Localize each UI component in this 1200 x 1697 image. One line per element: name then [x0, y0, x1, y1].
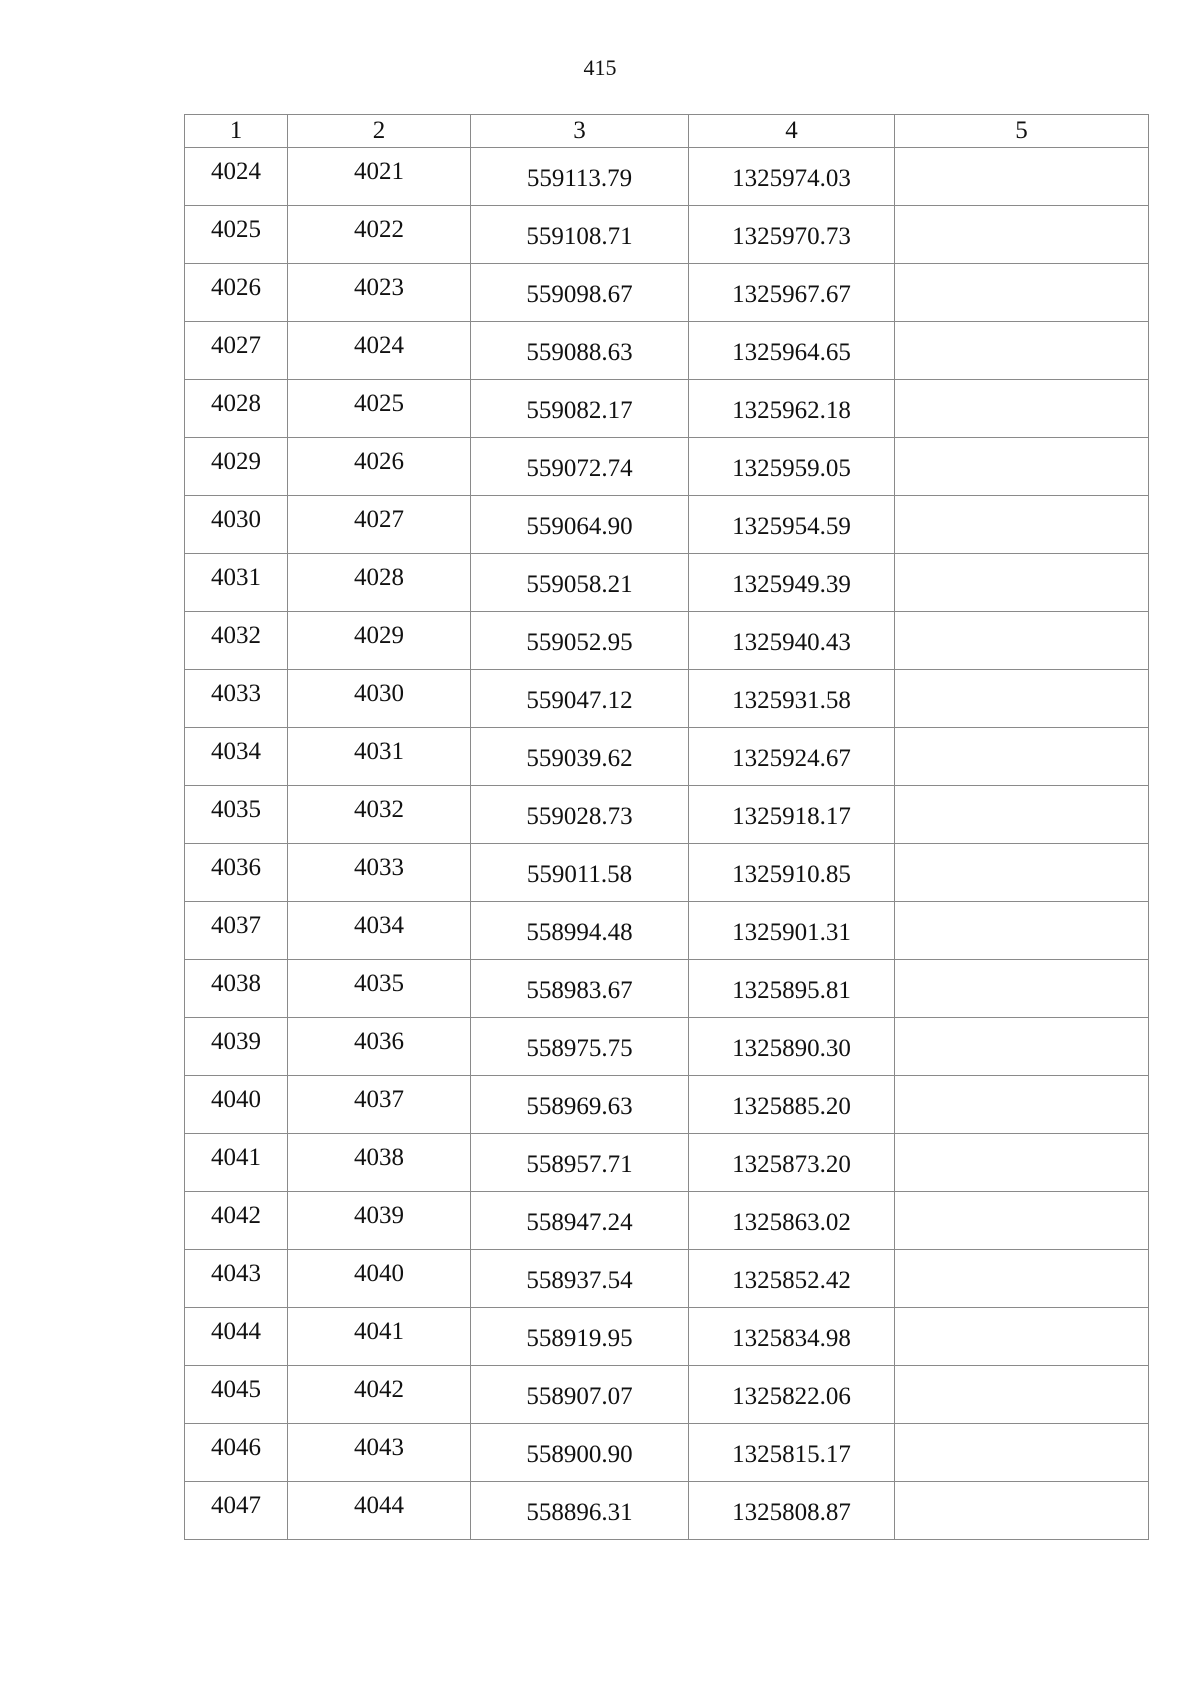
- x-coordinate-cell: 558937.54: [471, 1250, 689, 1308]
- reference-number-cell: 4031: [288, 728, 471, 786]
- note-cell: [895, 612, 1149, 670]
- point-number-cell: 4046: [185, 1424, 288, 1482]
- x-coordinate-cell: 559064.90: [471, 496, 689, 554]
- point-number-cell: 4042: [185, 1192, 288, 1250]
- note-cell: [895, 902, 1149, 960]
- y-coordinate-cell: 1325974.03: [689, 148, 895, 206]
- y-coordinate-cell: 1325863.02: [689, 1192, 895, 1250]
- y-coordinate-cell: 1325918.17: [689, 786, 895, 844]
- table-row: [185, 844, 1149, 902]
- column-header: 1: [185, 115, 288, 148]
- x-coordinate-cell: 559082.17: [471, 380, 689, 438]
- page-number: 415: [583, 55, 617, 80]
- note-cell: [895, 1482, 1149, 1540]
- note-cell: [895, 1134, 1149, 1192]
- note-cell: [895, 1250, 1149, 1308]
- x-coordinate-cell: 558919.95: [471, 1308, 689, 1366]
- x-coordinate-cell: 559108.71: [471, 206, 689, 264]
- table-row: [185, 1366, 1149, 1424]
- x-coordinate-cell: 558900.90: [471, 1424, 689, 1482]
- reference-number-cell: 4042: [288, 1366, 471, 1424]
- note-cell: [895, 844, 1149, 902]
- reference-number-cell: 4044: [288, 1482, 471, 1540]
- table-row: [185, 1192, 1149, 1250]
- y-coordinate-cell: 1325873.20: [689, 1134, 895, 1192]
- x-coordinate-cell: 559047.12: [471, 670, 689, 728]
- table-header-row: [185, 115, 1149, 148]
- table-row: [185, 612, 1149, 670]
- table-row: [185, 380, 1149, 438]
- y-coordinate-cell: 1325949.39: [689, 554, 895, 612]
- reference-number-cell: 4037: [288, 1076, 471, 1134]
- table-row: [185, 902, 1149, 960]
- point-number-cell: 4041: [185, 1134, 288, 1192]
- note-cell: [895, 1076, 1149, 1134]
- note-cell: [895, 496, 1149, 554]
- note-cell: [895, 380, 1149, 438]
- note-cell: [895, 786, 1149, 844]
- y-coordinate-cell: 1325940.43: [689, 612, 895, 670]
- y-coordinate-cell: 1325885.20: [689, 1076, 895, 1134]
- reference-number-cell: 4034: [288, 902, 471, 960]
- x-coordinate-cell: 559052.95: [471, 612, 689, 670]
- table-row: [185, 1308, 1149, 1366]
- table-row: [185, 264, 1149, 322]
- point-number-cell: 4031: [185, 554, 288, 612]
- reference-number-cell: 4027: [288, 496, 471, 554]
- table-row: [185, 670, 1149, 728]
- reference-number-cell: 4030: [288, 670, 471, 728]
- note-cell: [895, 1192, 1149, 1250]
- table-row: [185, 728, 1149, 786]
- reference-number-cell: 4026: [288, 438, 471, 496]
- y-coordinate-cell: 1325852.42: [689, 1250, 895, 1308]
- x-coordinate-cell: 558994.48: [471, 902, 689, 960]
- note-cell: [895, 1424, 1149, 1482]
- note-cell: [895, 670, 1149, 728]
- point-number-cell: 4040: [185, 1076, 288, 1134]
- reference-number-cell: 4028: [288, 554, 471, 612]
- reference-number-cell: 4023: [288, 264, 471, 322]
- column-header: 2: [288, 115, 471, 148]
- reference-number-cell: 4024: [288, 322, 471, 380]
- table-body: [185, 148, 1149, 1540]
- table-row: [185, 438, 1149, 496]
- reference-number-cell: 4022: [288, 206, 471, 264]
- table-row: [185, 148, 1149, 206]
- y-coordinate-cell: 1325895.81: [689, 960, 895, 1018]
- point-number-cell: 4037: [185, 902, 288, 960]
- point-number-cell: 4047: [185, 1482, 288, 1540]
- reference-number-cell: 4041: [288, 1308, 471, 1366]
- column-header: 3: [471, 115, 689, 148]
- x-coordinate-cell: 558896.31: [471, 1482, 689, 1540]
- column-header: 5: [895, 115, 1149, 148]
- reference-number-cell: 4039: [288, 1192, 471, 1250]
- note-cell: [895, 148, 1149, 206]
- y-coordinate-cell: 1325815.17: [689, 1424, 895, 1482]
- point-number-cell: 4024: [185, 148, 288, 206]
- y-coordinate-cell: 1325924.67: [689, 728, 895, 786]
- point-number-cell: 4038: [185, 960, 288, 1018]
- reference-number-cell: 4038: [288, 1134, 471, 1192]
- reference-number-cell: 4043: [288, 1424, 471, 1482]
- y-coordinate-cell: 1325970.73: [689, 206, 895, 264]
- table-row: [185, 1482, 1149, 1540]
- point-number-cell: 4034: [185, 728, 288, 786]
- y-coordinate-cell: 1325910.85: [689, 844, 895, 902]
- reference-number-cell: 4036: [288, 1018, 471, 1076]
- table-row: [185, 1424, 1149, 1482]
- note-cell: [895, 322, 1149, 380]
- y-coordinate-cell: 1325890.30: [689, 1018, 895, 1076]
- point-number-cell: 4025: [185, 206, 288, 264]
- reference-number-cell: 4035: [288, 960, 471, 1018]
- table-row: [185, 206, 1149, 264]
- note-cell: [895, 728, 1149, 786]
- y-coordinate-cell: 1325931.58: [689, 670, 895, 728]
- table-row: [185, 1134, 1149, 1192]
- y-coordinate-cell: 1325959.05: [689, 438, 895, 496]
- y-coordinate-cell: 1325967.67: [689, 264, 895, 322]
- x-coordinate-cell: 559039.62: [471, 728, 689, 786]
- point-number-cell: 4045: [185, 1366, 288, 1424]
- x-coordinate-cell: 559058.21: [471, 554, 689, 612]
- reference-number-cell: 4040: [288, 1250, 471, 1308]
- x-coordinate-cell: 558975.75: [471, 1018, 689, 1076]
- reference-number-cell: 4021: [288, 148, 471, 206]
- note-cell: [895, 960, 1149, 1018]
- table-row: [185, 554, 1149, 612]
- x-coordinate-cell: 559028.73: [471, 786, 689, 844]
- x-coordinate-cell: 558983.67: [471, 960, 689, 1018]
- note-cell: [895, 264, 1149, 322]
- table-row: [185, 1250, 1149, 1308]
- note-cell: [895, 1018, 1149, 1076]
- x-coordinate-cell: 558969.63: [471, 1076, 689, 1134]
- x-coordinate-cell: 559113.79: [471, 148, 689, 206]
- x-coordinate-cell: 558907.07: [471, 1366, 689, 1424]
- x-coordinate-cell: 559072.74: [471, 438, 689, 496]
- x-coordinate-cell: 559098.67: [471, 264, 689, 322]
- y-coordinate-cell: 1325808.87: [689, 1482, 895, 1540]
- x-coordinate-cell: 558957.71: [471, 1134, 689, 1192]
- table-row: [185, 960, 1149, 1018]
- table-row: [185, 1018, 1149, 1076]
- reference-number-cell: 4033: [288, 844, 471, 902]
- point-number-cell: 4036: [185, 844, 288, 902]
- point-number-cell: 4044: [185, 1308, 288, 1366]
- point-number-cell: 4027: [185, 322, 288, 380]
- y-coordinate-cell: 1325964.65: [689, 322, 895, 380]
- point-number-cell: 4028: [185, 380, 288, 438]
- point-number-cell: 4030: [185, 496, 288, 554]
- point-number-cell: 4043: [185, 1250, 288, 1308]
- note-cell: [895, 206, 1149, 264]
- y-coordinate-cell: 1325962.18: [689, 380, 895, 438]
- point-number-cell: 4033: [185, 670, 288, 728]
- note-cell: [895, 1366, 1149, 1424]
- note-cell: [895, 554, 1149, 612]
- point-number-cell: 4035: [185, 786, 288, 844]
- y-coordinate-cell: 1325822.06: [689, 1366, 895, 1424]
- reference-number-cell: 4032: [288, 786, 471, 844]
- point-number-cell: 4032: [185, 612, 288, 670]
- x-coordinate-cell: 558947.24: [471, 1192, 689, 1250]
- table-row: [185, 496, 1149, 554]
- x-coordinate-cell: 559011.58: [471, 844, 689, 902]
- reference-number-cell: 4025: [288, 380, 471, 438]
- point-number-cell: 4039: [185, 1018, 288, 1076]
- reference-number-cell: 4029: [288, 612, 471, 670]
- y-coordinate-cell: 1325901.31: [689, 902, 895, 960]
- point-number-cell: 4026: [185, 264, 288, 322]
- table-row: [185, 322, 1149, 380]
- note-cell: [895, 1308, 1149, 1366]
- x-coordinate-cell: 559088.63: [471, 322, 689, 380]
- y-coordinate-cell: 1325954.59: [689, 496, 895, 554]
- y-coordinate-cell: 1325834.98: [689, 1308, 895, 1366]
- note-cell: [895, 438, 1149, 496]
- coordinates-table: [184, 114, 1149, 1540]
- table-row: [185, 1076, 1149, 1134]
- column-header: 4: [689, 115, 895, 148]
- point-number-cell: 4029: [185, 438, 288, 496]
- table-row: [185, 786, 1149, 844]
